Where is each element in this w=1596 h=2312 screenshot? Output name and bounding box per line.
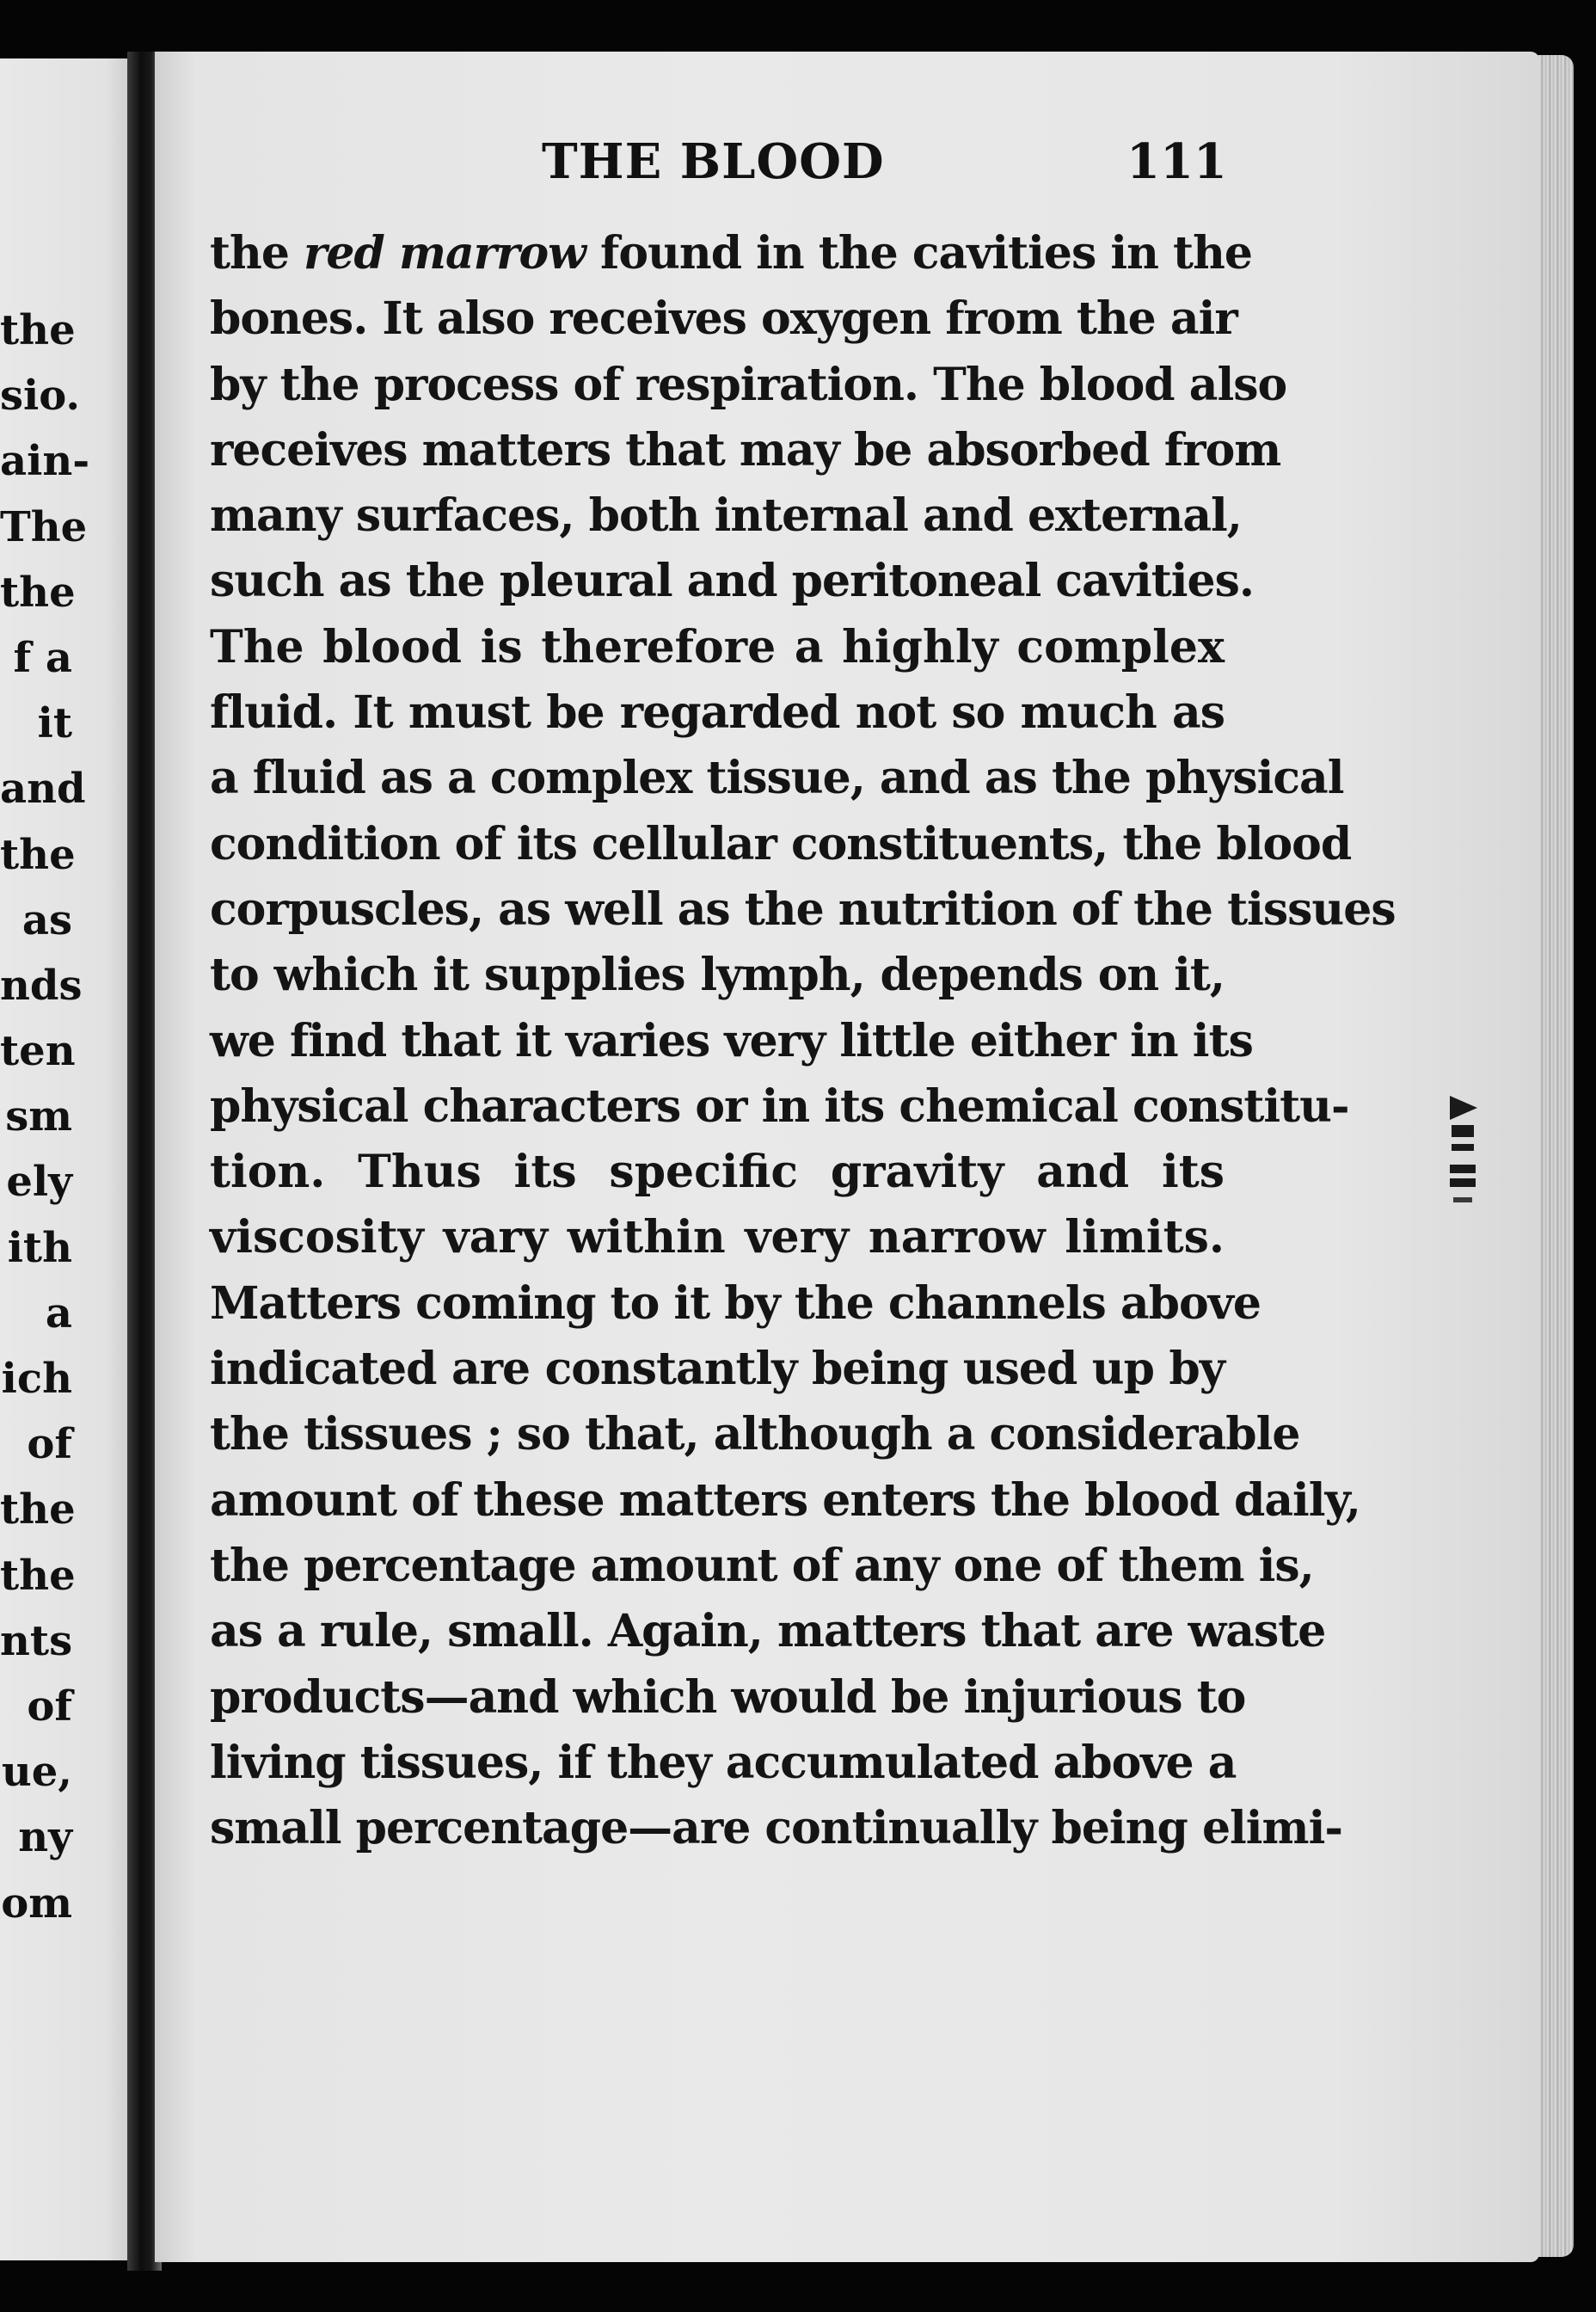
text-line: corpuscles, as well as the nutrition of the tissues: [210, 882, 1396, 936]
text-line: the tissues ; so that, although a considerable: [210, 1408, 1300, 1461]
facing-page-fragment: the: [0, 1485, 76, 1534]
facing-page-fragment: ich: [1, 1355, 72, 1403]
text-line: as a rule, small. Again, matters that are waste: [210, 1605, 1326, 1658]
text-line: to which it supplies lymph, depends on it,: [210, 949, 1225, 1002]
facing-page-fragment: the: [0, 568, 76, 617]
text-line: receives matters that may be absorbed from: [210, 423, 1281, 477]
text-line: bones. It also receives oxygen from the air: [210, 292, 1237, 346]
text-line: fluid. It must be regarded not so much as: [210, 686, 1225, 740]
text-line: products—and which would be injurious to: [210, 1670, 1246, 1724]
text-line: physical characters or in its chemical constitu-: [210, 1079, 1349, 1133]
italic-term: red marrow: [304, 227, 586, 280]
facing-page-text: [0, 298, 90, 1936]
facing-page-fragment: sm: [5, 1092, 72, 1141]
text-line: by the process of respiration. The blood also: [210, 358, 1287, 411]
facing-page-fragment: ain-: [0, 437, 90, 486]
text-line: tion. Thus its specific gravity and its: [210, 1146, 1225, 1199]
text-fragment: the: [210, 227, 304, 280]
text-line: a fluid as a complex tissue, and as the physical: [210, 752, 1344, 805]
facing-page-fragment: ely: [6, 1158, 72, 1207]
facing-page-fragment: of: [27, 1682, 72, 1731]
facing-page-fragment: ten: [0, 1027, 76, 1076]
facing-page-fragment: The: [0, 502, 88, 551]
body-text: [210, 221, 1396, 1861]
text-line: such as the pleural and peritoneal cavities.: [210, 555, 1254, 608]
text-line: many surfaces, both internal and external,: [210, 489, 1242, 543]
facing-page-fragment: of: [27, 1420, 72, 1469]
text-fragment: found in the cavities in the: [585, 227, 1252, 280]
facing-page-fragment: ue,: [1, 1748, 72, 1797]
text-line: we find that it varies very little either in its: [210, 1014, 1253, 1067]
facing-page-fragment: the: [0, 306, 76, 354]
text-line: condition of its cellular constituents, the blood: [210, 817, 1352, 870]
facing-page-fragment: nds: [0, 961, 83, 1010]
facing-page-fragment: sio.: [0, 372, 81, 421]
facing-page-fragment: as: [21, 895, 72, 944]
text-line: [210, 221, 1252, 286]
page-number: 111: [1126, 133, 1227, 190]
facing-page-fragment: ith: [7, 1223, 72, 1272]
text-line: small percentage—are continually being elimi-: [210, 1802, 1342, 1855]
facing-page-fragment: and: [0, 765, 86, 814]
text-line: living tissues, if they accumulated above a: [210, 1736, 1237, 1789]
facing-page-fragment: it: [37, 699, 72, 748]
page-edge-marks: [1445, 1092, 1482, 1264]
text-line: viscosity vary within very narrow limits.: [210, 1211, 1225, 1264]
text-line: the percentage amount of any one of them is,: [210, 1539, 1314, 1592]
text-line: The blood is therefore a highly complex: [210, 620, 1225, 673]
facing-page-fragment: f a: [13, 633, 72, 682]
facing-page-fragment: a: [45, 1288, 72, 1337]
text-line: indicated are constantly being used up by: [210, 1343, 1225, 1396]
text-line: Matters coming to it by the channels above: [210, 1276, 1261, 1330]
running-head: THE BLOOD: [542, 133, 885, 190]
facing-page-fragment: om: [1, 1879, 72, 1928]
facing-page-fragment: the: [0, 1551, 76, 1600]
facing-page-fragment: the: [0, 830, 76, 879]
facing-page-fragment: nts: [0, 1616, 73, 1665]
text-line: amount of these matters enters the blood daily,: [210, 1473, 1360, 1527]
facing-page-fragment: ny: [18, 1813, 72, 1862]
